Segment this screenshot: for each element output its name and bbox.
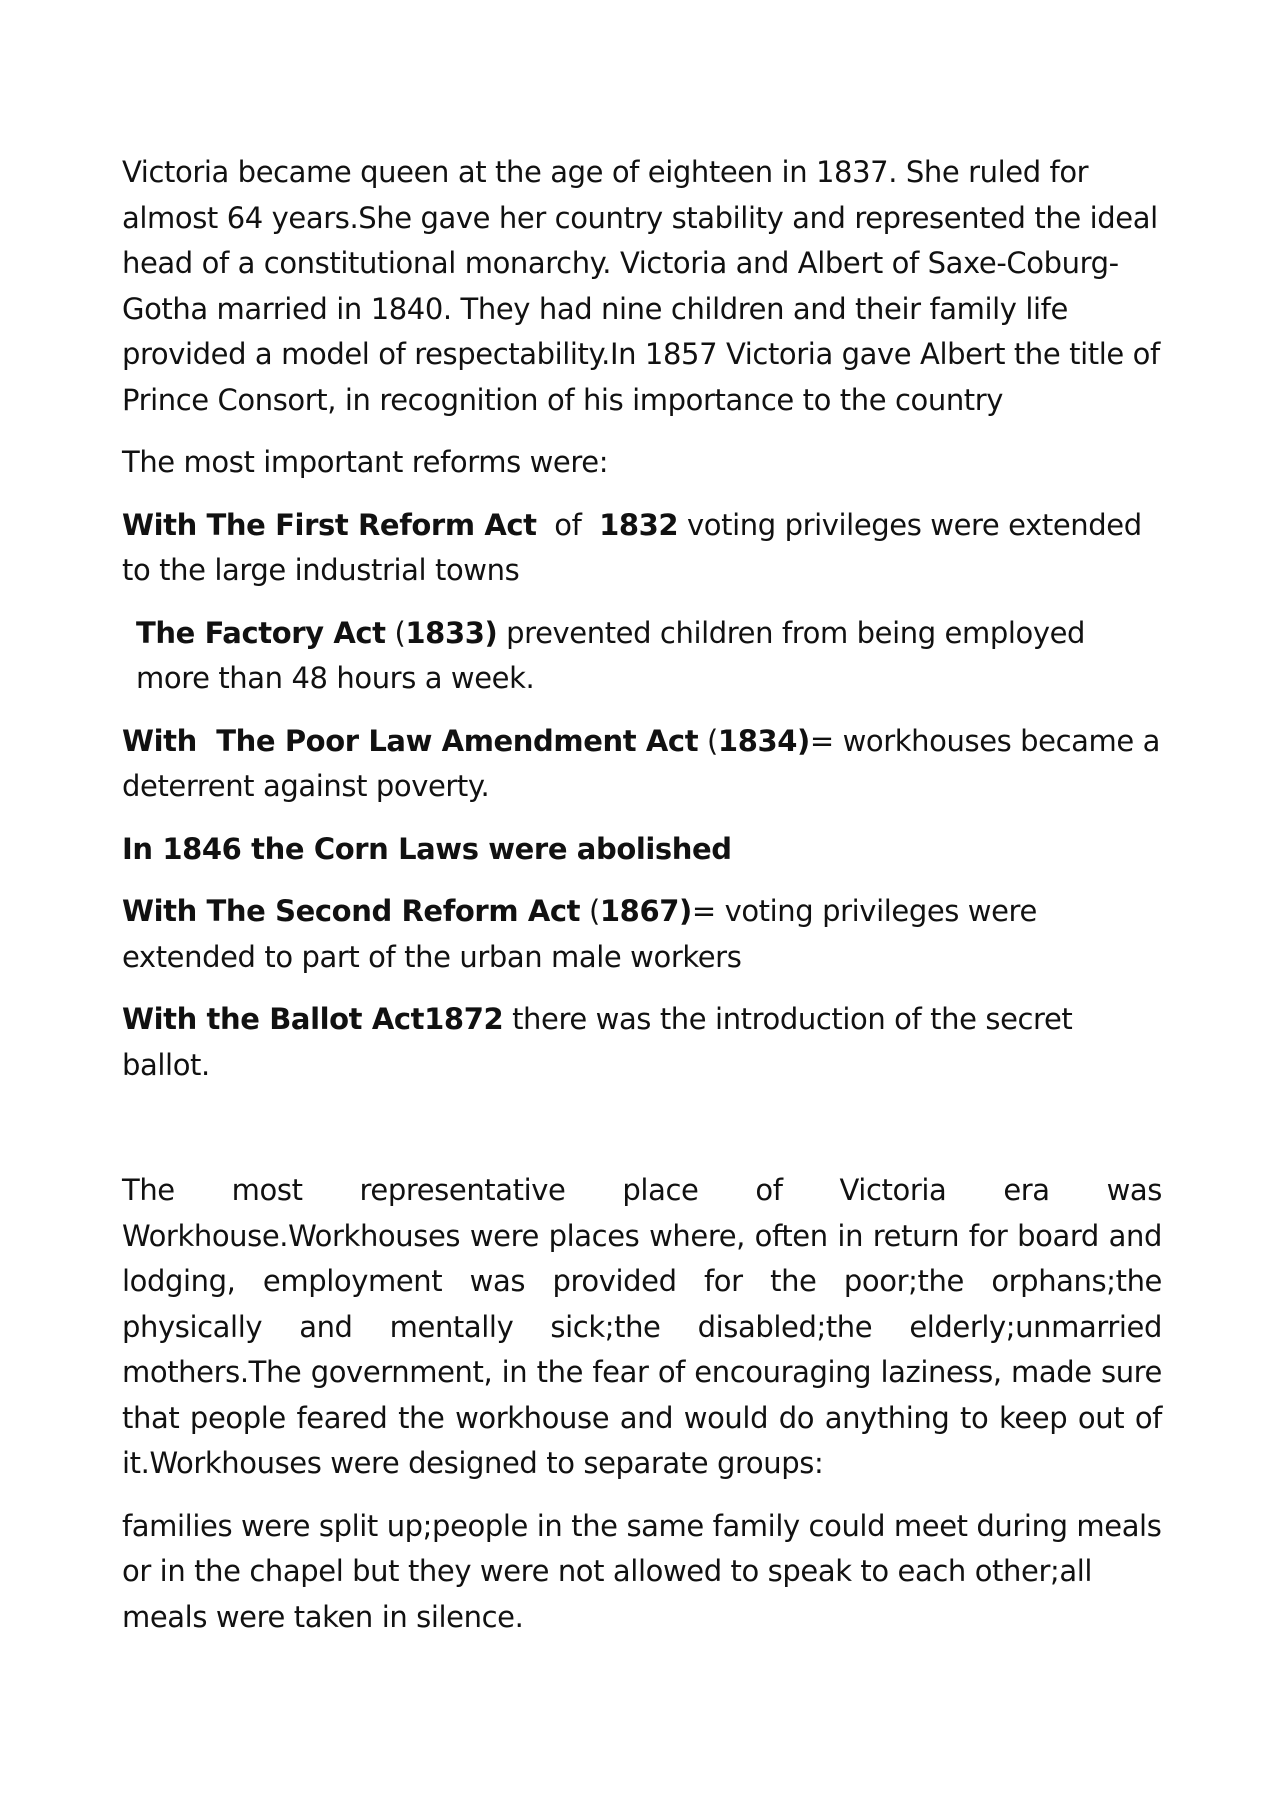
reform-item	[122, 719, 1162, 810]
reform-item	[122, 827, 1162, 873]
reform-year: 1832	[599, 507, 679, 542]
reform-item	[122, 997, 1162, 1088]
reform-item	[122, 611, 1162, 702]
reform-item	[122, 503, 1162, 594]
reform-title: With The Poor Law Amendment Act	[122, 723, 699, 758]
workhouse-paragraph: The most representative place of Victoria era was Workhouse.Workhouses were places where, often in return for board and lodging, employment was provided for the poor;the orphans;the physically and mentally sick;the disabled;the elderly;unmarried mothers.The government, in the fear of encouraging laziness, made sure that people feared the workhouse and would do anything to keep out of it.Workhouses were designed to separate groups:	[122, 1173, 1162, 1480]
reforms-heading: The most important reforms were:	[122, 445, 609, 479]
reform-year: 1833)	[405, 615, 498, 650]
reform-year: 1834)	[717, 723, 810, 758]
reform-title: With The Second Reform Act	[122, 894, 581, 928]
reform-connector: (	[385, 615, 406, 650]
reform-title: With The First Reform Act	[122, 507, 537, 542]
reform-connector: of	[536, 507, 600, 542]
intro-paragraph: Victoria became queen at the age of eighteen in 1837. She ruled for almost 64 years.She gave her country stability and represented the ideal head of a constitutional monarchy. Victoria and Albert of Saxe-Coburg-Gotha married in 1840. They had nine children and their family life provided a model of respectability.In 1857 Victoria gave Albert the title of Prince Consort, in recognition of his importance to the country	[122, 155, 1160, 417]
reform-description: = workhouses became a deterrent against poverty.	[122, 723, 1161, 803]
families-paragraph: families were split up;people in the same family could meet during meals or in the chapel but they were not allowed to speak to each other;all meals were taken in silence.	[122, 1508, 1162, 1634]
reform-description: = voting privileges were extended to part of the urban male workers	[122, 894, 1037, 974]
reform-title: In 1846 the Corn Laws were abolished	[122, 831, 732, 866]
document-page	[122, 150, 1162, 1657]
reform-title: With the Ballot Act1872	[122, 1002, 504, 1036]
reform-description: prevented children from being employed more than 48 hours a week.	[136, 615, 1086, 695]
reform-description: voting privileges were extended to the large industrial towns	[122, 507, 1142, 587]
reform-connector: (	[580, 894, 600, 928]
paragraph-spacer	[122, 1105, 1162, 1168]
reform-title: The Factory Act	[136, 615, 386, 650]
reform-year: 1867)	[599, 894, 692, 928]
reform-item	[122, 889, 1162, 980]
reform-description: there was the introduction of the secret ballot.	[122, 1002, 1073, 1082]
reform-connector: (	[698, 723, 718, 758]
